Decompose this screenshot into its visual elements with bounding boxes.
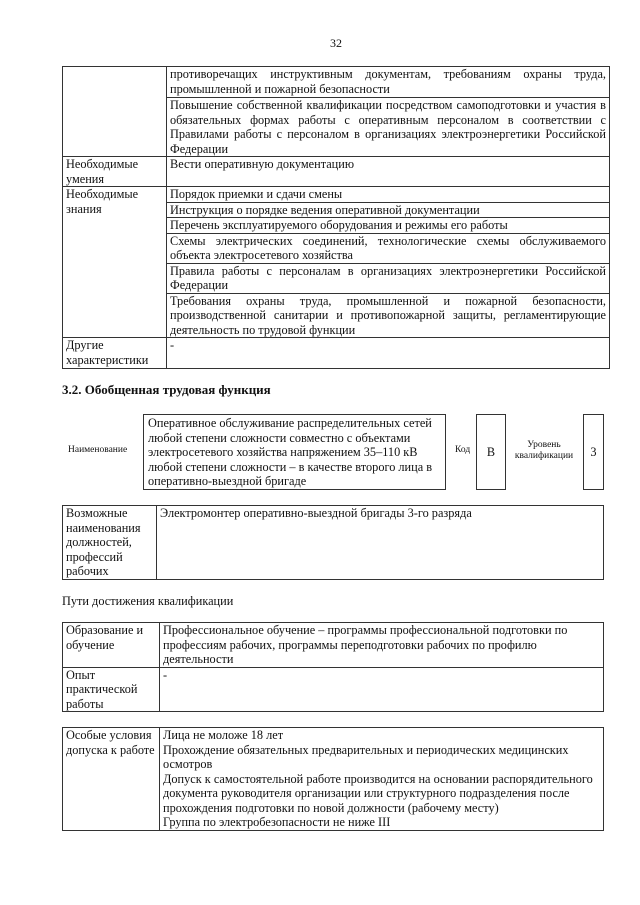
row-label: Опыт практической работы bbox=[63, 667, 160, 712]
cell-text: Перечень эксплуатируемого оборудования и режимы его работы bbox=[167, 218, 610, 234]
row-label: Необходимые знания bbox=[63, 187, 167, 338]
list-item: Прохождение обязательных предварительных и периодических медицинских осмотров bbox=[163, 742, 569, 771]
cell-text: - bbox=[167, 338, 610, 369]
cell-text: Профессиональное обучение – программы профессиональной подготовки по профессиям рабочих, программы переподготовки рабочих по профилю деятельности bbox=[160, 623, 604, 668]
code-label: Код bbox=[455, 445, 471, 455]
cell-text: Требования охраны труда, промышленной и пожарной безопасности, производственной санитарии и противопожарной защиты, регламентирующие деятельность по трудовой функции bbox=[167, 293, 610, 338]
function-name: Оперативное обслуживание распределительных сетей любой степени сложности совместно с объектами электросетевого хозяйства напряжением 35–110 кВ любой степени сложности – в качестве второго лица в оперативно-выездной бригаде bbox=[143, 414, 446, 490]
cell-text: - bbox=[160, 667, 604, 712]
name-label: Наименование bbox=[68, 445, 128, 455]
section-heading: 3.2. Обобщенная трудовая функция bbox=[62, 382, 271, 397]
list-item: Группа по электробезопасности не ниже III bbox=[163, 815, 391, 829]
cell-text: Порядок приемки и сдачи смены bbox=[167, 187, 610, 203]
page-number: 32 bbox=[330, 36, 342, 50]
cell-text: Электромонтер оперативно-выездной бригады 3-го разряда bbox=[157, 506, 604, 580]
row-label bbox=[63, 67, 167, 157]
cell-text: Инструкция о порядке ведения оперативной документации bbox=[167, 202, 610, 218]
competencies-table bbox=[62, 66, 610, 369]
cell-text: Вести оперативную документацию bbox=[167, 157, 610, 187]
table-row bbox=[63, 338, 610, 369]
list-item: Допуск к самостоятельной работе производится на основании распорядительного документа руководителя организации или структурного подразделения после прохождения подготовки по новой должности (рабочему месту) bbox=[163, 771, 593, 815]
level-label: Уровень квалификации bbox=[514, 440, 574, 461]
paths-heading: Пути достижения квалификации bbox=[62, 594, 234, 608]
table-row bbox=[63, 506, 604, 580]
cell-text: Правила работы с персоналам в организациях электроэнергетики Российской Федерации bbox=[167, 263, 610, 293]
conditions-table bbox=[62, 727, 604, 831]
cell-text: Схемы электрических соединений, технологические схемы обслуживаемого объекта электросетевого хозяйства bbox=[167, 233, 610, 263]
row-label: Необходимые умения bbox=[63, 157, 167, 187]
cell-text: Повышение собственной квалификации посредством самоподготовки и участия в обязательных формах работы с оперативным персоналом в соответствии с Правилами работы с персоналом в организациях электроэнергетики Российской Федерации bbox=[167, 98, 610, 157]
row-label: Особые условия допуска к работе bbox=[63, 728, 160, 831]
level-value: 3 bbox=[583, 414, 604, 490]
table-row bbox=[63, 623, 604, 668]
code-value: B bbox=[476, 414, 506, 490]
table-row bbox=[63, 187, 610, 203]
row-label: Другие характеристики bbox=[63, 338, 167, 369]
education-table bbox=[62, 622, 604, 712]
conditions-list bbox=[160, 728, 604, 831]
cell-text: противоречащих инструктивным документам, требованиям охраны труда, промышленной и пожарной безопасности bbox=[167, 67, 610, 98]
list-item: Лица не моложе 18 лет bbox=[163, 728, 284, 742]
table-row bbox=[63, 667, 604, 712]
row-label: Образование и обучение bbox=[63, 623, 160, 668]
table-row bbox=[63, 67, 610, 98]
table-row bbox=[63, 728, 604, 831]
positions-table bbox=[62, 505, 604, 580]
table-row bbox=[63, 157, 610, 187]
row-label: Возможные наименования должностей, профессий рабочих bbox=[63, 506, 157, 580]
